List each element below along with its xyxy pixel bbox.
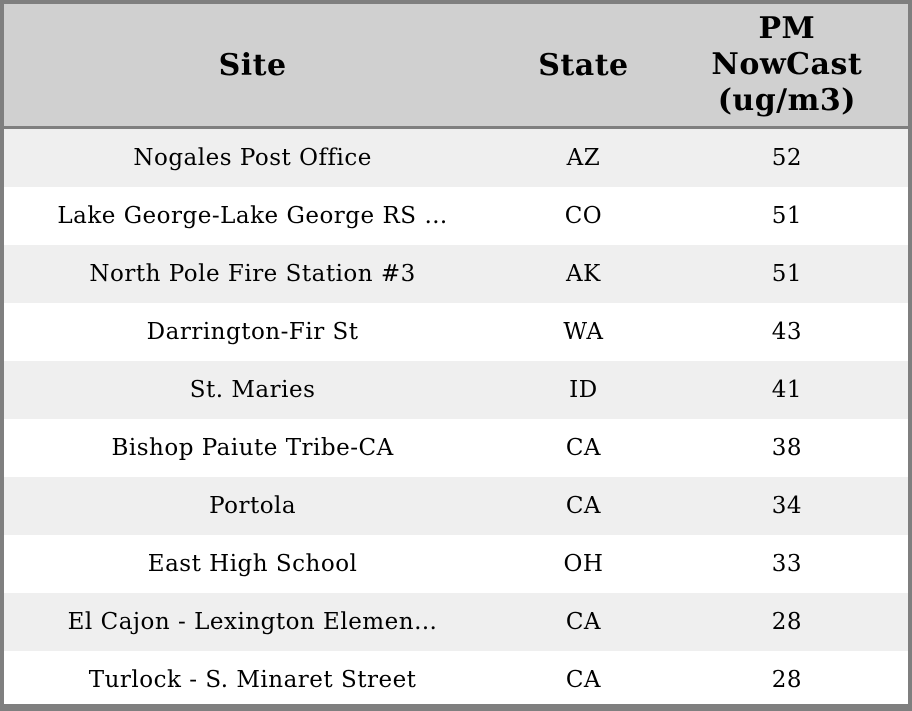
table-row [4,129,908,187]
header-label-site: Site [218,47,287,83]
site-cell: El Cajon - Lexington Elemen… [67,609,438,635]
site-cell: North Pole Fire Station #3 [89,261,416,287]
state-cell: AK [566,261,601,287]
table-row [4,593,908,651]
table-row [4,245,908,303]
state-cell: AZ [566,145,601,171]
table-row [4,419,908,477]
header-cell-pm-nowcast [666,11,908,119]
state-cell: CA [565,435,602,461]
header-cell-state [501,48,666,83]
state-cell: CA [565,493,602,519]
header-label-state: State [538,47,629,83]
header-cell-site [4,48,501,83]
pm-value-cell: 34 [771,493,802,519]
pm-value-cell: 28 [771,667,802,693]
table-row [4,303,908,361]
table-row [4,477,908,535]
site-cell: Nogales Post Office [133,145,372,171]
table-row [4,361,908,419]
pm-value-cell: 38 [771,435,802,461]
site-cell: Darrington-Fir St [146,319,359,345]
site-cell: Portola [209,493,297,519]
state-cell: CA [565,609,602,635]
state-cell: WA [563,319,604,345]
pm-value-cell: 41 [771,377,802,403]
pm-value-cell: 51 [771,261,802,287]
site-cell: Bishop Paiute Tribe-CA [111,435,394,461]
table-row [4,187,908,245]
state-cell: CA [565,667,602,693]
pm-value-cell: 51 [771,203,802,229]
state-cell: ID [569,377,598,403]
pm-value-cell: 43 [771,319,802,345]
site-cell: East High School [147,551,358,577]
site-cell: St. Maries [189,377,316,403]
pm-value-cell: 33 [771,551,802,577]
pm-value-cell: 28 [771,609,802,635]
table-row [4,535,908,593]
table-header-row [4,4,908,129]
pm-value-cell: 52 [771,145,802,171]
header-label-pm-nowcast: PM NowCast (ug/m3) [711,11,863,118]
site-cell: Lake George-Lake George RS … [57,203,448,229]
site-cell: Turlock - S. Minaret Street [88,667,417,693]
table-row [4,651,908,709]
state-cell: OH [563,551,604,577]
state-cell: CO [564,203,603,229]
